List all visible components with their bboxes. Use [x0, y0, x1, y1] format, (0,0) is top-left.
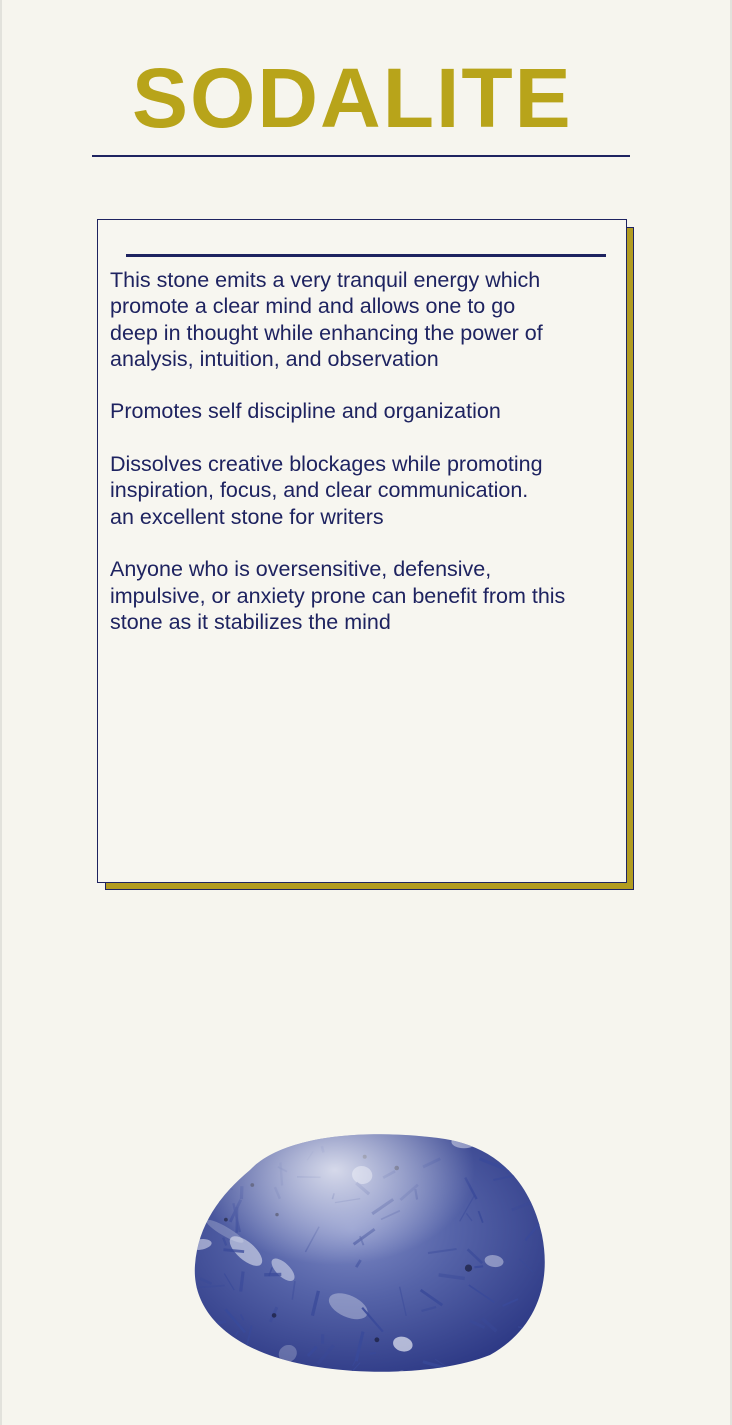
text-line: Promotes self discipline and organization: [110, 399, 501, 424]
title-divider: [92, 155, 630, 157]
text-line: This stone emits a very tranquil energy which: [110, 268, 541, 292]
paragraph-discipline: [110, 398, 622, 424]
paragraph-energy: [110, 267, 622, 372]
paragraph-benefits: [110, 556, 622, 635]
description-card: [97, 219, 627, 883]
text-line: Anyone who is oversensitive, defensive,: [110, 557, 492, 582]
page-edge-left: [0, 0, 2, 1425]
text-line: stone as it stabilizes the mind: [110, 609, 391, 634]
text-line: impulsive, or anxiety prone can benefit from this: [110, 583, 566, 608]
text-line: analysis, intuition, and observation: [110, 346, 439, 371]
page-title: SODALITE: [132, 51, 573, 145]
text-line: promote a clear mind and allows one to go: [110, 294, 516, 319]
text-line: inspiration, focus, and clear communication.: [110, 478, 529, 503]
text-line: Dissolves creative blockages while promoting: [110, 452, 543, 477]
card-divider: [126, 254, 606, 257]
paragraph-creativity: [110, 451, 622, 530]
text-line: an excellent stone for writers: [110, 504, 384, 529]
text-line: deep in thought while enhancing the power of: [110, 320, 543, 345]
card-text: [110, 267, 622, 661]
sodalite-stone-image: [190, 1125, 552, 1377]
